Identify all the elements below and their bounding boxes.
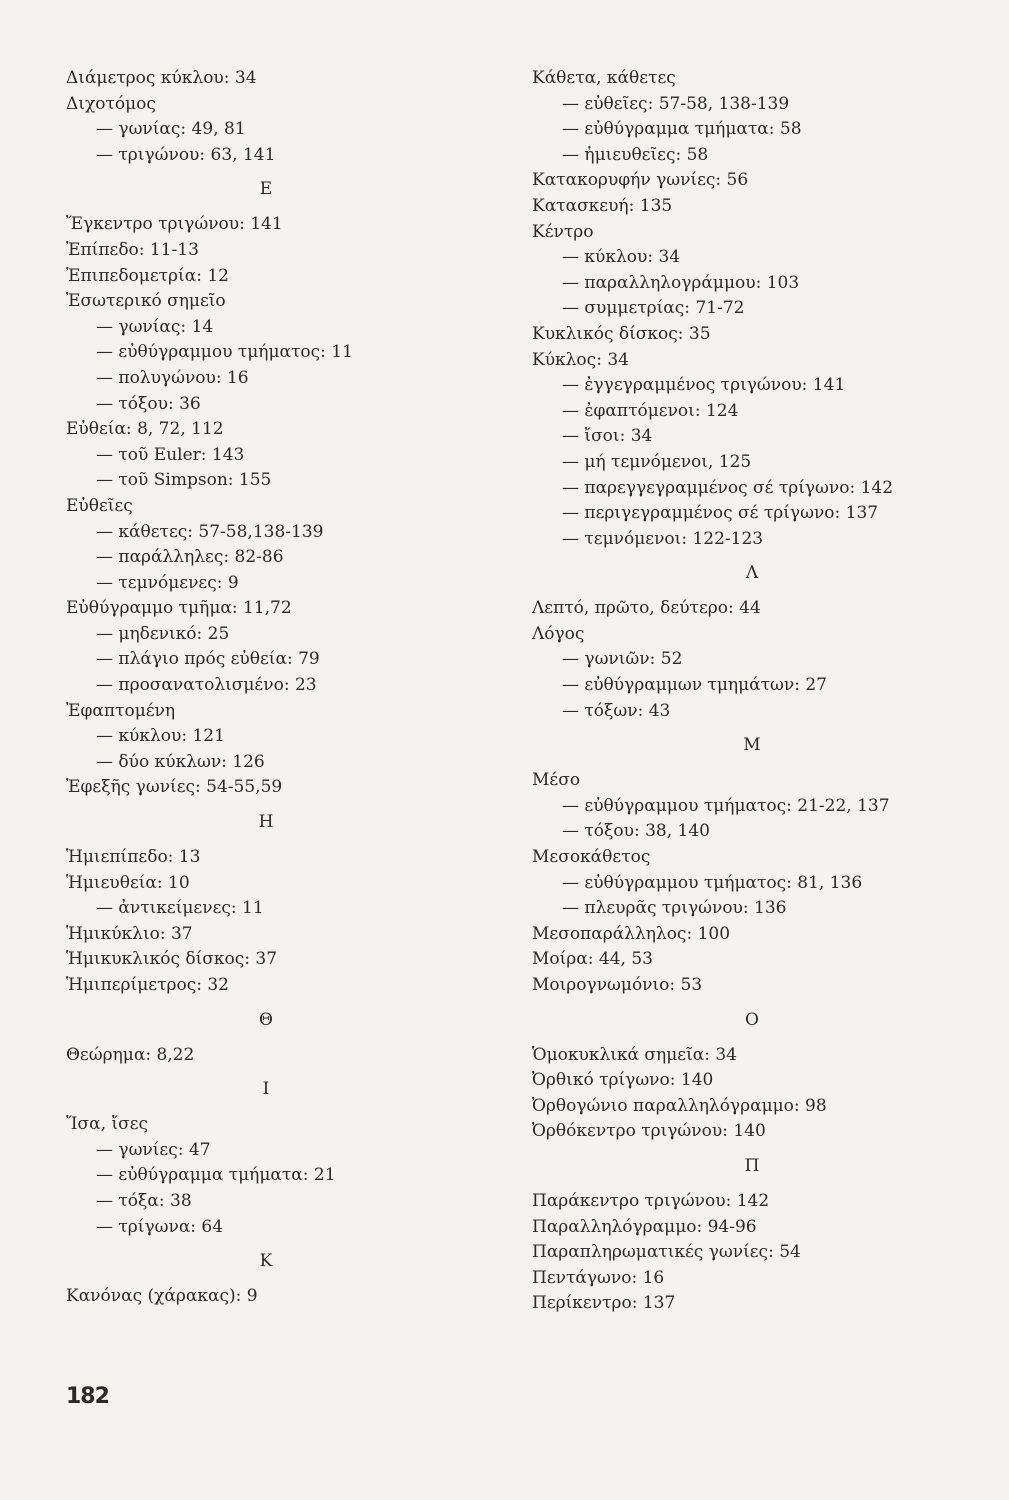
index-entry: Θεώρημα: 8,22: [66, 1044, 195, 1065]
index-entry: Ὀρθόκεντρο τριγώνου: 140: [532, 1121, 766, 1142]
index-subentry: — δύο κύκλων: 126: [96, 751, 265, 772]
index-subentry: — ἴσοι: 34: [562, 426, 653, 447]
index-subentry: — εὐθύγραμμου τμήματος: 11: [96, 342, 353, 363]
index-entry: Ἐφαπτομένη: [66, 700, 176, 721]
index-subentry: — συμμετρίας: 71-72: [562, 298, 745, 319]
index-entry: Ἐσωτερικό σημεῖο: [66, 291, 226, 312]
index-entry: Μοιρογνωμόνιο: 53: [532, 975, 703, 995]
index-entry: Μεσοπαράλληλος: 100: [532, 923, 731, 944]
index-subentry: — τοῦ Simpson: 155: [96, 470, 272, 491]
index-entry: Εὐθεία: 8, 72, 112: [66, 419, 224, 440]
index-entry: Ἡμιευθεία: 10: [66, 872, 190, 893]
index-entry: Ὀρθικό τρίγωνο: 140: [532, 1070, 714, 1091]
index-entry: Ὀρθογώνιο παραλληλόγραμμο: 98: [532, 1095, 827, 1116]
index-section-letter: Ο: [745, 1009, 759, 1030]
index-subentry: — πλευρᾶς τριγώνου: 136: [562, 898, 787, 919]
index-subentry: — εὐθύγραμμου τμήματος: 21-22, 137: [562, 795, 890, 816]
index-entry: Ἡμικύκλιο: 37: [66, 923, 193, 944]
index-subentry: — εὐθεῖες: 57-58, 138-139: [562, 93, 790, 114]
index-section-letter: Κ: [259, 1251, 273, 1272]
index-subentry: — τριγώνου: 63, 141: [96, 144, 276, 165]
index-section-letter: Λ: [745, 563, 759, 584]
index-subentry: — γωνιῶν: 52: [562, 649, 683, 670]
index-entry: Ἐπίπεδο: 11-13: [66, 239, 199, 260]
index-subentry: — γωνίας: 49, 81: [96, 119, 246, 140]
index-subentry: — περιγεγραμμένος σέ τρίγωνο: 137: [562, 503, 879, 524]
index-subentry: — εὐθύγραμμα τμήματα: 58: [562, 119, 802, 140]
index-entry: Κατασκευή: 135: [532, 195, 673, 216]
index-entry: Παραπληρωματικές γωνίες: 54: [532, 1242, 801, 1263]
index-subentry: — τοῦ Euler: 143: [96, 444, 245, 465]
index-subentry: — πολυγώνου: 16: [96, 367, 249, 388]
index-section-letter: Η: [258, 812, 274, 833]
index-entry: Κατακορυφήν γωνίες: 56: [532, 170, 749, 191]
index-subentry: — εὐθύγραμμων τμημάτων: 27: [562, 675, 827, 696]
index-subentry: — ἡμιευθεῖες: 58: [562, 144, 709, 165]
index-subentry: — μηδενικό: 25: [96, 623, 230, 644]
index-entry: Ἡμικυκλικός δίσκος: 37: [66, 949, 278, 970]
index-subentry: — γωνίας: 14: [96, 316, 214, 337]
index-subentry: — ἀντικείμενες: 11: [96, 898, 264, 919]
index-section-letter: Μ: [743, 735, 761, 756]
index-entry: Εὐθύγραμμο τμῆμα: 11,72: [66, 598, 292, 619]
index-subentry: — τρίγωνα: 64: [96, 1216, 224, 1237]
index-entry: Κάθετα, κάθετες: [532, 68, 676, 88]
index-entry: Ὁμοκυκλικά σημεῖα: 34: [532, 1044, 737, 1065]
index-subentry: — ἐφαπτόμενοι: 124: [562, 400, 739, 421]
index-entry: Μέσο: [532, 770, 581, 791]
index-subentry: — γωνίες: 47: [96, 1139, 211, 1160]
index-column-right: [532, 66, 972, 1317]
index-entry: Κανόνας (χάρακας): 9: [66, 1286, 258, 1307]
index-entry: Κέντρο: [532, 221, 594, 242]
index-subentry: — κύκλου: 121: [96, 726, 225, 747]
index-entry: Κυκλικός δίσκος: 35: [532, 323, 711, 344]
index-entry: Λεπτό, πρῶτο, δεύτερο: 44: [532, 598, 761, 619]
index-entry: Εὐθεῖες: [66, 495, 133, 516]
index-entry: Διχοτόμος: [66, 93, 156, 114]
index-subentry: — εὐθύγραμμου τμήματος: 81, 136: [562, 872, 863, 893]
index-subentry: — ἐγγεγραμμένος τριγώνου: 141: [562, 375, 846, 396]
index-column-left: [66, 66, 466, 1310]
index-section-letter: Θ: [259, 1009, 273, 1030]
index-subentry: — μή τεμνόμενοι, 125: [562, 451, 752, 472]
index-subentry: — τεμνόμενες: 9: [96, 572, 239, 593]
index-section-letter: Π: [744, 1155, 760, 1176]
index-entry: Ἴσα, ἴσες: [66, 1114, 149, 1135]
index-entry: Πεντάγωνο: 16: [532, 1267, 665, 1288]
index-entry: Διάμετρος κύκλου: 34: [66, 68, 257, 88]
index-subentry: — τόξου: 36: [96, 393, 201, 414]
index-subentry: — τόξα: 38: [96, 1190, 192, 1211]
index-entry: Μεσοκάθετος: [532, 847, 651, 868]
index-section-letter: Ι: [262, 1079, 270, 1100]
index-entry: Μοίρα: 44, 53: [532, 949, 653, 970]
index-entry: Ἔγκεντρο τριγώνου: 141: [66, 214, 283, 235]
index-entry: Ἡμιπερίμετρος: 32: [66, 975, 229, 995]
index-subentry: — πλάγιο πρός εὐθεία: 79: [96, 649, 320, 670]
page-number: 182: [66, 1384, 109, 1409]
index-entry: Παραλληλόγραμμο: 94-96: [532, 1216, 757, 1237]
index-subentry: — τεμνόμενοι: 122-123: [562, 528, 764, 549]
index-subentry: — προσανατολισμένο: 23: [96, 675, 317, 696]
index-subentry: — παραλληλογράμμου: 103: [562, 272, 800, 293]
index-entry: Περίκεντρο: 137: [532, 1293, 676, 1314]
index-entry: Ἐφεξῆς γωνίες: 54-55,59: [66, 777, 283, 798]
index-subentry: — παράλληλες: 82-86: [96, 547, 284, 568]
index-entry: Κύκλος: 34: [532, 349, 629, 370]
index-subentry: — κάθετες: 57-58,138-139: [96, 521, 324, 542]
index-subentry: — παρεγγεγραμμένος σέ τρίγωνο: 142: [562, 477, 894, 498]
index-entry: Λόγος: [532, 623, 585, 644]
index-subentry: — εὐθύγραμμα τμήματα: 21: [96, 1165, 336, 1186]
index-subentry: — τόξων: 43: [562, 700, 671, 721]
index-subentry: — κύκλου: 34: [562, 247, 681, 268]
index-entry: Ἐπιπεδομετρία: 12: [66, 265, 229, 286]
index-entry: Παράκεντρο τριγώνου: 142: [532, 1190, 770, 1211]
index-section-letter: Ε: [259, 179, 273, 200]
index-subentry: — τόξου: 38, 140: [562, 821, 710, 842]
index-entry: Ἡμιεπίπεδο: 13: [66, 847, 201, 868]
